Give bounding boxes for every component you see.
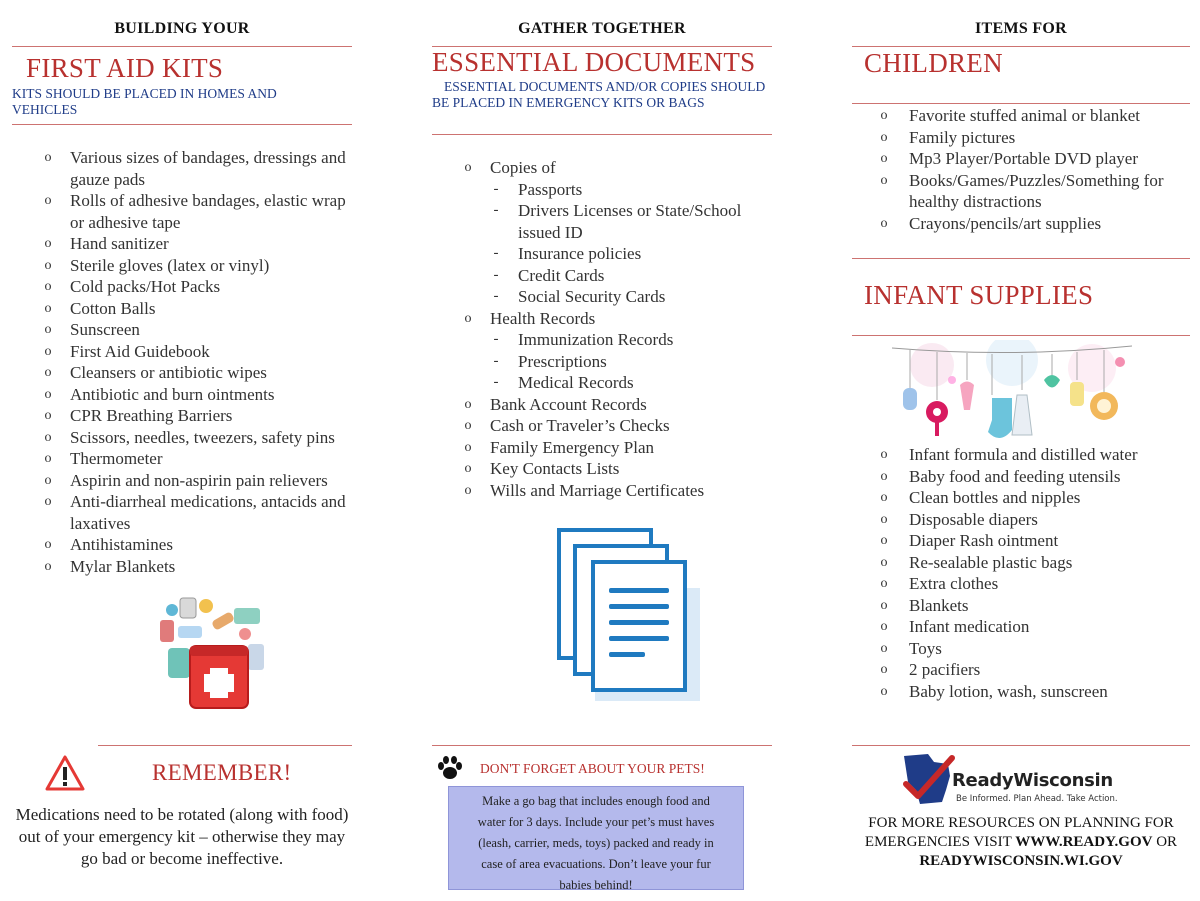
list-item-label: Health Records bbox=[490, 308, 596, 328]
circle-bullet: o bbox=[880, 172, 888, 188]
infant-title: INFANT SUPPLIES bbox=[864, 280, 1094, 310]
list-item bbox=[40, 405, 360, 427]
col2-top-heading: GATHER TOGETHER bbox=[518, 20, 686, 37]
list-item bbox=[876, 530, 1186, 552]
col1-subtitle: KITS SHOULD BE PLACED IN HOMES AND VEHICLES bbox=[12, 86, 277, 117]
list-item-label: Extra clothes bbox=[909, 574, 999, 593]
col3-top-heading: ITEMS FOR bbox=[974, 20, 1068, 37]
paw-icon bbox=[436, 755, 464, 781]
list-item-label: Medical Records bbox=[518, 373, 634, 392]
list-item-label: Scissors, needles, tweezers, safety pins bbox=[70, 427, 335, 447]
list-item-label: Family pictures bbox=[909, 127, 1016, 147]
list-item bbox=[40, 298, 360, 320]
col3-rule-logo bbox=[852, 745, 1190, 746]
list-item bbox=[460, 458, 770, 480]
list-item-label: Thermometer bbox=[70, 449, 163, 468]
list-item-label: Cash or Traveler’s Checks bbox=[490, 416, 670, 435]
list-item bbox=[876, 127, 1186, 149]
circle-bullet: o bbox=[880, 597, 888, 613]
resources-mid: OR bbox=[1152, 834, 1178, 850]
circle-bullet: o bbox=[44, 494, 52, 509]
list-item-label: Crayons/pencils/art supplies bbox=[909, 213, 1102, 233]
list-item bbox=[460, 351, 770, 373]
list-item bbox=[40, 341, 360, 363]
list-item bbox=[876, 509, 1186, 531]
list-item bbox=[876, 213, 1186, 235]
circle-bullet: o bbox=[44, 451, 52, 466]
col2-rule-pets bbox=[432, 745, 772, 746]
list-item bbox=[460, 329, 770, 351]
circle-bullet: o bbox=[880, 129, 888, 145]
list-item bbox=[40, 276, 360, 298]
resources-text bbox=[852, 814, 1190, 871]
list-item bbox=[40, 362, 360, 384]
list-item bbox=[460, 179, 770, 201]
circle-bullet: o bbox=[44, 150, 52, 165]
list-item-label: Aspirin and non-aspirin pain relievers bbox=[70, 470, 328, 490]
readywisconsin-link[interactable]: READYWISCONSIN.WI.GOV bbox=[919, 853, 1123, 869]
list-item bbox=[876, 105, 1186, 127]
circle-bullet: o bbox=[464, 160, 472, 175]
circle-bullet: o bbox=[44, 279, 52, 294]
dash-bullet: - bbox=[493, 180, 499, 197]
list-item bbox=[876, 466, 1186, 488]
documents-icon bbox=[555, 528, 705, 703]
col2-rule-sub bbox=[432, 134, 772, 135]
list-item-label: Antibiotic and burn ointments bbox=[70, 384, 275, 404]
circle-bullet: o bbox=[44, 236, 52, 251]
list-item-label: Drivers Licenses or State/School issued ID bbox=[518, 201, 742, 242]
list-item bbox=[460, 437, 770, 459]
circle-bullet: o bbox=[44, 386, 52, 402]
list-item-label: Hand sanitizer bbox=[70, 234, 169, 253]
list-item bbox=[460, 415, 770, 437]
col2-subtitle: ESSENTIAL DOCUMENTS AND/OR COPIES SHOULD BE PLACED IN EMERGENCY KITS OR BAGS bbox=[432, 79, 766, 110]
first-aid-list bbox=[40, 147, 360, 577]
circle-bullet: o bbox=[44, 537, 52, 552]
list-item-label: Clean bottles and nipples bbox=[909, 488, 1081, 507]
list-item-label: Key Contacts Lists bbox=[490, 459, 620, 478]
circle-bullet: o bbox=[44, 472, 52, 488]
logo-name: ReadyWisconsin bbox=[952, 770, 1113, 791]
list-item bbox=[460, 200, 770, 243]
circle-bullet: o bbox=[44, 257, 52, 273]
list-item bbox=[40, 384, 360, 406]
col2-title: ESSENTIAL DOCUMENTS bbox=[432, 47, 756, 77]
list-item-label: Bank Account Records bbox=[490, 394, 647, 414]
circle-bullet: o bbox=[880, 468, 888, 484]
circle-bullet: o bbox=[880, 533, 888, 548]
dash-bullet: - bbox=[493, 202, 499, 218]
list-item-label: Disposable diapers bbox=[909, 509, 1038, 529]
list-item-label: Credit Cards bbox=[518, 265, 605, 285]
circle-bullet: o bbox=[880, 576, 888, 591]
list-item-label: Blankets bbox=[909, 595, 969, 615]
list-item bbox=[460, 286, 770, 308]
list-item-label: Sterile gloves (latex or vinyl) bbox=[70, 255, 270, 275]
list-item bbox=[460, 480, 770, 502]
list-item-label: Various sizes of bandages, dressings and gauze pads bbox=[70, 148, 346, 189]
circle-bullet: o bbox=[880, 108, 888, 123]
remember-title: REMEMBER! bbox=[152, 760, 292, 785]
list-item-label: Anti-diarrheal medications, antacids and laxatives bbox=[70, 492, 346, 533]
list-item-label: Insurance policies bbox=[518, 244, 642, 263]
list-item-label: 2 pacifiers bbox=[909, 660, 981, 679]
first-aid-kit-image bbox=[150, 590, 275, 715]
circle-bullet: o bbox=[44, 300, 52, 316]
list-item bbox=[876, 170, 1186, 213]
circle-bullet: o bbox=[44, 365, 52, 380]
list-item-label: Passports bbox=[518, 179, 583, 199]
dash-bullet: - bbox=[493, 331, 499, 347]
circle-bullet: o bbox=[880, 662, 888, 677]
list-item-label: Social Security Cards bbox=[518, 287, 666, 306]
resources-line2 bbox=[852, 833, 1190, 852]
list-item bbox=[40, 491, 360, 534]
col1-title: FIRST AID KITS bbox=[26, 53, 224, 83]
circle-bullet: o bbox=[464, 310, 472, 326]
list-item-label: Wills and Marriage Certificates bbox=[490, 480, 705, 500]
list-item bbox=[876, 659, 1186, 681]
circle-bullet: o bbox=[464, 396, 472, 412]
list-item-label: Baby food and feeding utensils bbox=[909, 466, 1121, 486]
col1-rule-remember bbox=[98, 745, 352, 746]
ready-gov-link[interactable]: WWW.READY.GOV bbox=[1015, 834, 1153, 850]
list-item bbox=[876, 487, 1186, 509]
list-item bbox=[460, 157, 770, 179]
list-item-label: Cold packs/Hot Packs bbox=[70, 277, 221, 296]
list-item-label: Toys bbox=[909, 638, 942, 658]
list-item bbox=[460, 394, 770, 416]
list-item-label: Re-sealable plastic bags bbox=[909, 552, 1073, 572]
warning-icon bbox=[44, 754, 86, 792]
dash-bullet: - bbox=[493, 266, 499, 283]
circle-bullet: o bbox=[880, 683, 888, 699]
circle-bullet: o bbox=[464, 418, 472, 433]
list-item bbox=[876, 444, 1186, 466]
list-item bbox=[40, 190, 360, 233]
infant-list bbox=[876, 444, 1186, 702]
circle-bullet: o bbox=[880, 215, 888, 231]
list-item bbox=[876, 552, 1186, 574]
circle-bullet: o bbox=[880, 490, 888, 505]
list-item-label: Favorite stuffed animal or blanket bbox=[909, 106, 1141, 125]
col1-rule-sub bbox=[12, 124, 352, 125]
circle-bullet: o bbox=[880, 554, 888, 570]
list-item-label: Mp3 Player/Portable DVD player bbox=[909, 149, 1138, 168]
col1-top-heading: BUILDING YOUR bbox=[114, 20, 250, 37]
list-item bbox=[876, 616, 1186, 638]
circle-bullet: o bbox=[880, 151, 888, 166]
list-item-label: Family Emergency Plan bbox=[490, 437, 654, 457]
list-item-label: Prescriptions bbox=[518, 351, 607, 371]
list-item-label: Books/Games/Puzzles/Something for healthy distractions bbox=[909, 170, 1164, 211]
circle-bullet: o bbox=[44, 429, 52, 445]
list-item bbox=[40, 427, 360, 449]
circle-bullet: o bbox=[880, 619, 888, 634]
list-item-label: Rolls of adhesive bandages, elastic wrap or adhesive tape bbox=[70, 191, 346, 232]
list-item bbox=[40, 319, 360, 341]
list-item bbox=[460, 265, 770, 287]
list-item bbox=[40, 448, 360, 470]
documents-list bbox=[460, 157, 770, 501]
col3-title: CHILDREN bbox=[864, 48, 1003, 78]
circle-bullet: o bbox=[44, 193, 52, 208]
pets-box: Make a go bag that includes enough food and water for 3 days. Include your pet’s must haves (leash, carrier, meds, toys) packed and ready in case of area evacuations. Don’t leave your fur babies behind! bbox=[448, 786, 744, 890]
readywisconsin-logo bbox=[898, 750, 1138, 808]
list-item-label: Infant medication bbox=[909, 617, 1030, 636]
logo-tagline: Be Informed. Plan Ahead. Take Action. bbox=[956, 794, 1118, 804]
dash-bullet: - bbox=[493, 374, 499, 390]
list-item bbox=[40, 255, 360, 277]
list-item-label: CPR Breathing Barriers bbox=[70, 406, 233, 425]
dash-bullet: - bbox=[493, 352, 499, 369]
col3-rule-sub bbox=[852, 103, 1190, 104]
col1-rule-top bbox=[12, 46, 352, 47]
children-list bbox=[876, 105, 1186, 234]
list-item-label: Cotton Balls bbox=[70, 298, 156, 318]
circle-bullet: o bbox=[464, 461, 472, 476]
list-item bbox=[876, 148, 1186, 170]
list-item bbox=[460, 243, 770, 265]
baby-items-image bbox=[892, 340, 1132, 455]
resources-line1: FOR MORE RESOURCES ON PLANNING FOR bbox=[868, 815, 1174, 831]
circle-bullet: o bbox=[464, 482, 472, 498]
list-item bbox=[876, 595, 1186, 617]
pets-title: DON'T FORGET ABOUT YOUR PETS! bbox=[480, 761, 705, 776]
dash-bullet: - bbox=[493, 245, 499, 261]
list-item bbox=[876, 681, 1186, 703]
list-item bbox=[40, 233, 360, 255]
list-item bbox=[876, 638, 1186, 660]
circle-bullet: o bbox=[44, 408, 52, 423]
resources-pre: EMERGENCIES VISIT bbox=[864, 834, 1016, 850]
circle-bullet: o bbox=[44, 558, 52, 574]
list-item bbox=[40, 147, 360, 190]
list-item-label: Mylar Blankets bbox=[70, 556, 176, 576]
list-item bbox=[40, 470, 360, 492]
dash-bullet: - bbox=[493, 288, 499, 304]
list-item-label: Sunscreen bbox=[70, 320, 140, 339]
circle-bullet: o bbox=[44, 343, 52, 359]
list-item-label: Immunization Records bbox=[518, 330, 674, 349]
list-item bbox=[460, 308, 770, 330]
col3-rule-infant-top bbox=[852, 258, 1190, 259]
circle-bullet: o bbox=[464, 439, 472, 455]
circle-bullet: o bbox=[880, 447, 888, 462]
circle-bullet: o bbox=[880, 511, 888, 527]
list-item-label: Copies of bbox=[490, 158, 556, 177]
circle-bullet: o bbox=[880, 640, 888, 656]
col3-rule-top bbox=[852, 46, 1190, 47]
list-item-label: Baby lotion, wash, sunscreen bbox=[909, 681, 1108, 701]
remember-text: Medications need to be rotated (along with food) out of your emergency kit – otherwise they may go bad or become ineffective. bbox=[15, 805, 349, 868]
list-item-label: Infant formula and distilled water bbox=[909, 445, 1138, 464]
circle-bullet: o bbox=[44, 322, 52, 337]
list-item bbox=[40, 534, 360, 556]
list-item-label: Diaper Rash ointment bbox=[909, 531, 1059, 550]
list-item-label: First Aid Guidebook bbox=[70, 341, 210, 361]
list-item bbox=[460, 372, 770, 394]
list-item bbox=[876, 573, 1186, 595]
list-item-label: Cleansers or antibiotic wipes bbox=[70, 363, 267, 382]
list-item bbox=[40, 556, 360, 578]
col3-rule-infant-bottom bbox=[852, 335, 1190, 336]
list-item-label: Antihistamines bbox=[70, 535, 173, 554]
